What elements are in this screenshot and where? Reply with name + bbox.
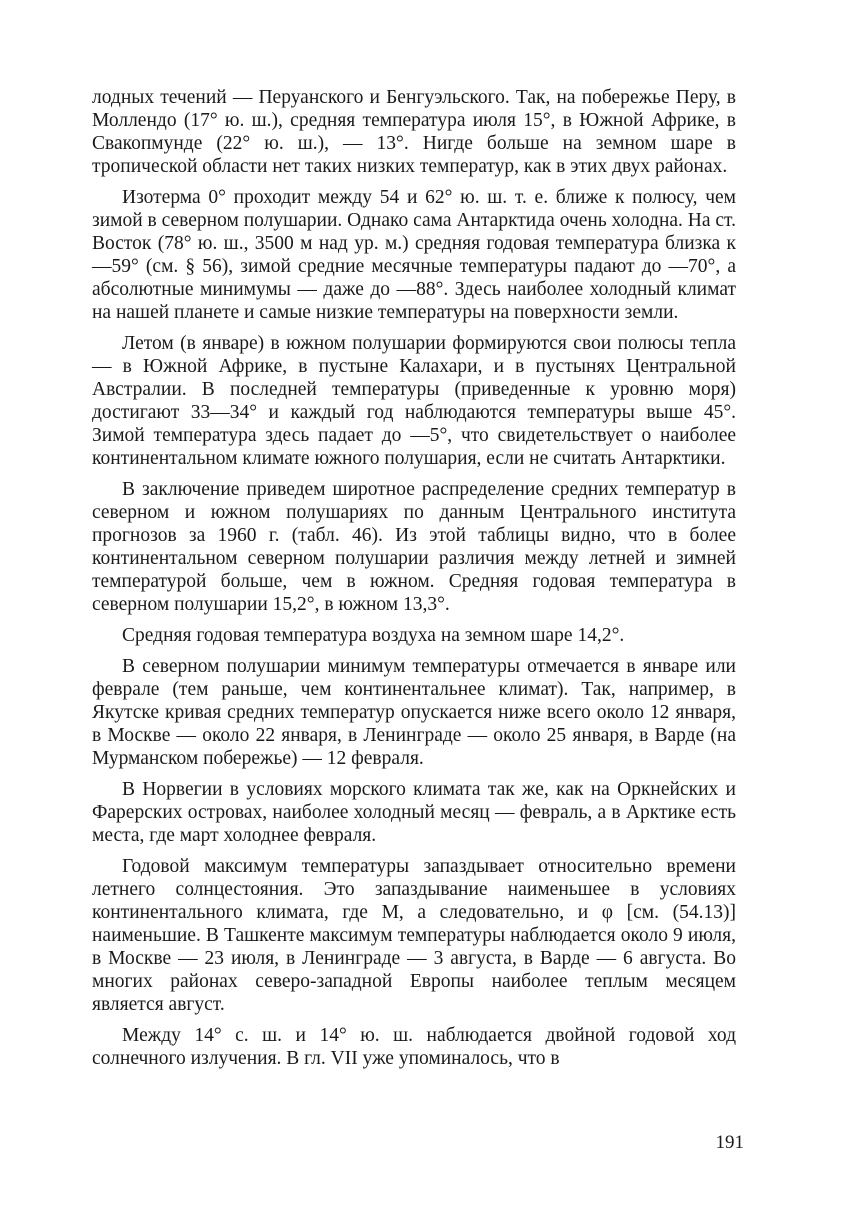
paragraph-isotherm: Изотерма 0° проходит между 54 и 62° ю. ш. т. е. ближе к полюсу, чем зимой в северном полушарии. Однако сама Антарктида очень холодна. На ст. Восток (78° ю. ш., 3500 м над ур. м.) средняя годовая температура близка к —59° (см. § 56), зимой средние месячные температуры падают до —70°, а абсолютные минимумы — даже до —88°. Здесь наиболее холодный климат на нашей планете и самые низкие температуры на поверхности земли. <box>92 187 736 323</box>
paragraph-double-annual-course: Между 14° с. ш. и 14° ю. ш. наблюдается двойной годовой ход солнечного излучения. В гл. VII уже упоминалось, что в <box>92 1025 736 1069</box>
paragraph-norway: В Норвегии в условиях морского климата так же, как на Оркнейских и Фарерских островах, наиболее холодный месяц — февраль, а в Арктике есть места, где март холоднее февраля. <box>92 779 736 846</box>
paragraph-global-mean: Средняя годовая температура воздуха на земном шаре 14,2°. <box>122 625 625 646</box>
paragraph-continuation: лодных течений — Перуанского и Бенгуэльского. Так, на побережье Перу, в Моллендо (17° ю. ш.), средняя температура июля 15°, в Южной Африке, в Свакопмунде (22° ю. ш.), — 13°. Нигде больше на земном шаре в тропической области нет таких низких температур, как в этих двух районах. <box>92 87 736 177</box>
paragraph-maximum-lag: Годовой максимум температуры запаздывает относительно времени летнего солнцестояния. Это запаздывание наименьшее в условиях континентального климата, где M, а следовательно, и φ [см. (54.13)] наименьшие. В Ташкенте максимум температуры наблюдается около 9 июля, в Москве — 23 июля, в Ленинграде — 3 августа, в Варде — 6 августа. Во многих районах северо-западной Европы наиболее теплым месяцем является август. <box>92 856 736 1015</box>
page-number: 191 <box>715 1132 744 1153</box>
paragraph-summer-heat-poles: Летом (в январе) в южном полушарии формируются свои полюсы тепла — в Южной Африке, в пустыне Калахари, и в пустынях Центральной Австралии. В последней температуры (приведенные к уровню моря) достигают 33—34° и каждый год наблюдаются температуры выше 45°. Зимой температура здесь падает до —5°, что свидетельствует о наиболее континентальном климате южного полушария, если не считать Антарктики. <box>92 333 736 469</box>
paragraph-latitudinal-distribution: В заключение приведем широтное распределение средних температур в северном и южном полушариях по данным Центрального института прогнозов за 1960 г. (табл. 46). Из этой таблицы видно, что в более континентальном северном полушарии различия между летней и зимней температурой больше, чем в южном. Средняя годовая температура в северном полушарии 15,2°, в южном 13,3°. <box>92 479 736 615</box>
page-body <box>92 86 736 1078</box>
paragraph-minimum-timing: В северном полушарии минимум температуры отмечается в январе или феврале (тем раньше, чем континентальнее климат). Так, например, в Якутске кривая средних температур опускается ниже всего около 12 января, в Москве — около 22 января, в Ленинграде — около 25 января, в Варде (на Мурманском побережье) — 12 февраля. <box>92 656 736 769</box>
